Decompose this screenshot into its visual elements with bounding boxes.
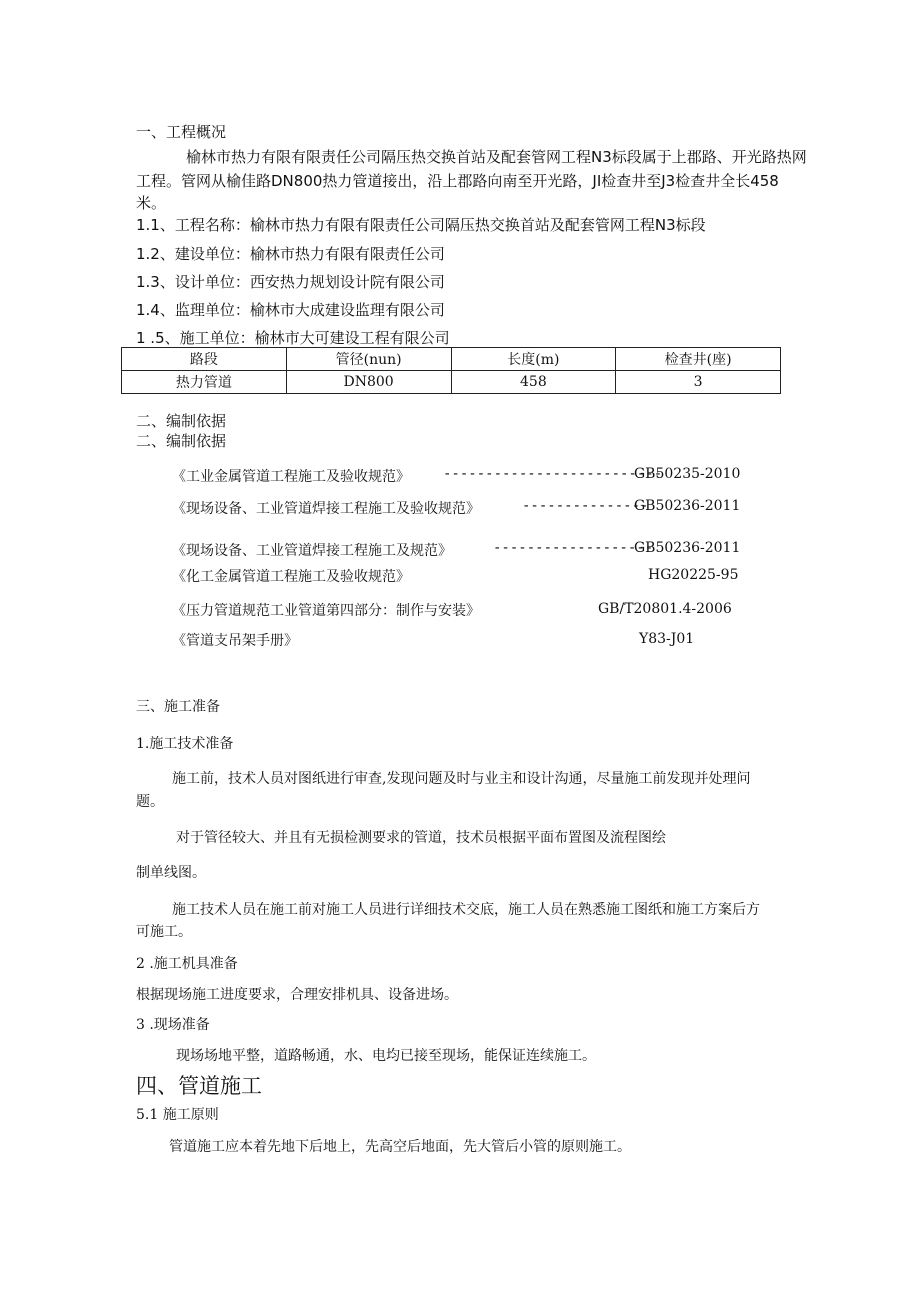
tech-prep-para-3-line-1: 施工技术人员在施工前对施工人员进行详细技术交底，施工人员在熟悉施工图纸和施工方案后方: [172, 902, 760, 918]
pipe-spec-table: [121, 347, 781, 394]
header-cell-wells: 检查井(座): [616, 348, 781, 371]
cell-wells: 3: [616, 371, 781, 394]
cell-length: 458: [451, 371, 616, 394]
tech-prep-para-2-line-2: 制单线图。: [136, 865, 206, 881]
overview-line-2: 工程。管网从榆佳路DN800热力管道接出，沿上郡路向南至开光路，JI检查井至J3检查井全长458: [136, 172, 779, 190]
contractor-item: 1 .5、施工单位：榆林市大可建设工程有限公司: [136, 329, 450, 347]
overview-line-3: 米。: [136, 194, 167, 212]
reference-title: 《管道支吊架手册》: [172, 633, 298, 649]
reference-dashes: -------------------: [493, 540, 654, 556]
section-2-heading-repeat: 二、编制依据: [136, 432, 227, 450]
header-cell-length: 长度(m): [451, 348, 616, 371]
equipment-prep-para: 根据现场施工进度要求，合理安排机具、设备进场。: [136, 987, 458, 1003]
overview-line-1: 榆林市热力有限有限责任公司隔压热交换首站及配套管网工程N3标段属于上郡路、开光路热网: [186, 148, 807, 166]
designer-item: 1.3、设计单位：西安热力规划设计院有限公司: [136, 273, 445, 291]
reference-code: GB/T20801.4-2006: [598, 601, 732, 617]
reference-dashes: --------------------------: [443, 466, 663, 482]
section-1-heading: 一、工程概况: [136, 123, 227, 141]
equipment-prep-subheading: 2 .施工机具准备: [136, 956, 238, 972]
table-header-row: [122, 348, 781, 371]
project-name-item: 1.1、工程名称：榆林市热力有限有限责任公司隔压热交换首站及配套管网工程N3标段: [136, 216, 706, 234]
site-prep-para: 现场场地平整，道路畅通，水、电均已接至现场，能保证连续施工。: [176, 1048, 596, 1064]
reference-code: HG20225-95: [648, 567, 739, 583]
reference-title: 《工业金属管道工程施工及验收规范》: [172, 469, 410, 485]
principle-para: 管道施工应本着先地下后地上，先高空后地面，先大管后小管的原则施工。: [169, 1139, 631, 1155]
reference-dashes: ---------------: [522, 498, 649, 514]
client-item: 1.2、建设单位：榆林市热力有限有限责任公司: [136, 245, 445, 263]
cell-diameter: DN800: [286, 371, 451, 394]
tech-prep-para-2-line-1: 对于管径较大、并且有无损检测要求的管道，技术员根据平面布置图及流程图绘: [176, 830, 666, 846]
reference-title: 《压力管道规范工业管道第四部分：制作与安装》: [172, 603, 480, 619]
reference-code: GB50235-2010: [634, 466, 741, 482]
reference-title: 《现场设备、工业管道焊接工程施工及验收规范》: [172, 501, 480, 517]
tech-prep-para-1-line-2: 题。: [136, 794, 164, 810]
cell-section: 热力管道: [122, 371, 287, 394]
header-cell-diameter: 管径(nun): [286, 348, 451, 371]
header-cell-section: 路段: [122, 348, 287, 371]
reference-code: GB50236-2011: [634, 540, 741, 556]
site-prep-subheading: 3 .现场准备: [136, 1017, 210, 1033]
reference-title: 《化工金属管道工程施工及验收规范》: [172, 569, 410, 585]
principle-subheading: 5.1 施工原则: [136, 1107, 219, 1123]
supervisor-item: 1.4、监理单位：榆林市大成建设监理有限公司: [136, 301, 445, 319]
table-row: [122, 371, 781, 394]
tech-prep-para-1-line-1: 施工前，技术人员对图纸进行审查,发现问题及时与业主和设计沟通，尽量施工前发现并处理问: [172, 771, 751, 787]
section-3-heading: 三、施工准备: [136, 699, 220, 715]
section-2-heading: 二、编制依据: [136, 412, 227, 430]
tech-prep-subheading: 1.施工技术准备: [136, 736, 234, 752]
reference-code: Y83-J01: [639, 631, 695, 647]
reference-title: 《现场设备、工业管道焊接工程施工及规范》: [172, 543, 452, 559]
section-4-heading: 四、管道施工: [136, 1074, 262, 1098]
tech-prep-para-3-line-2: 可施工。: [136, 924, 192, 940]
reference-code: GB50236-2011: [634, 498, 741, 514]
